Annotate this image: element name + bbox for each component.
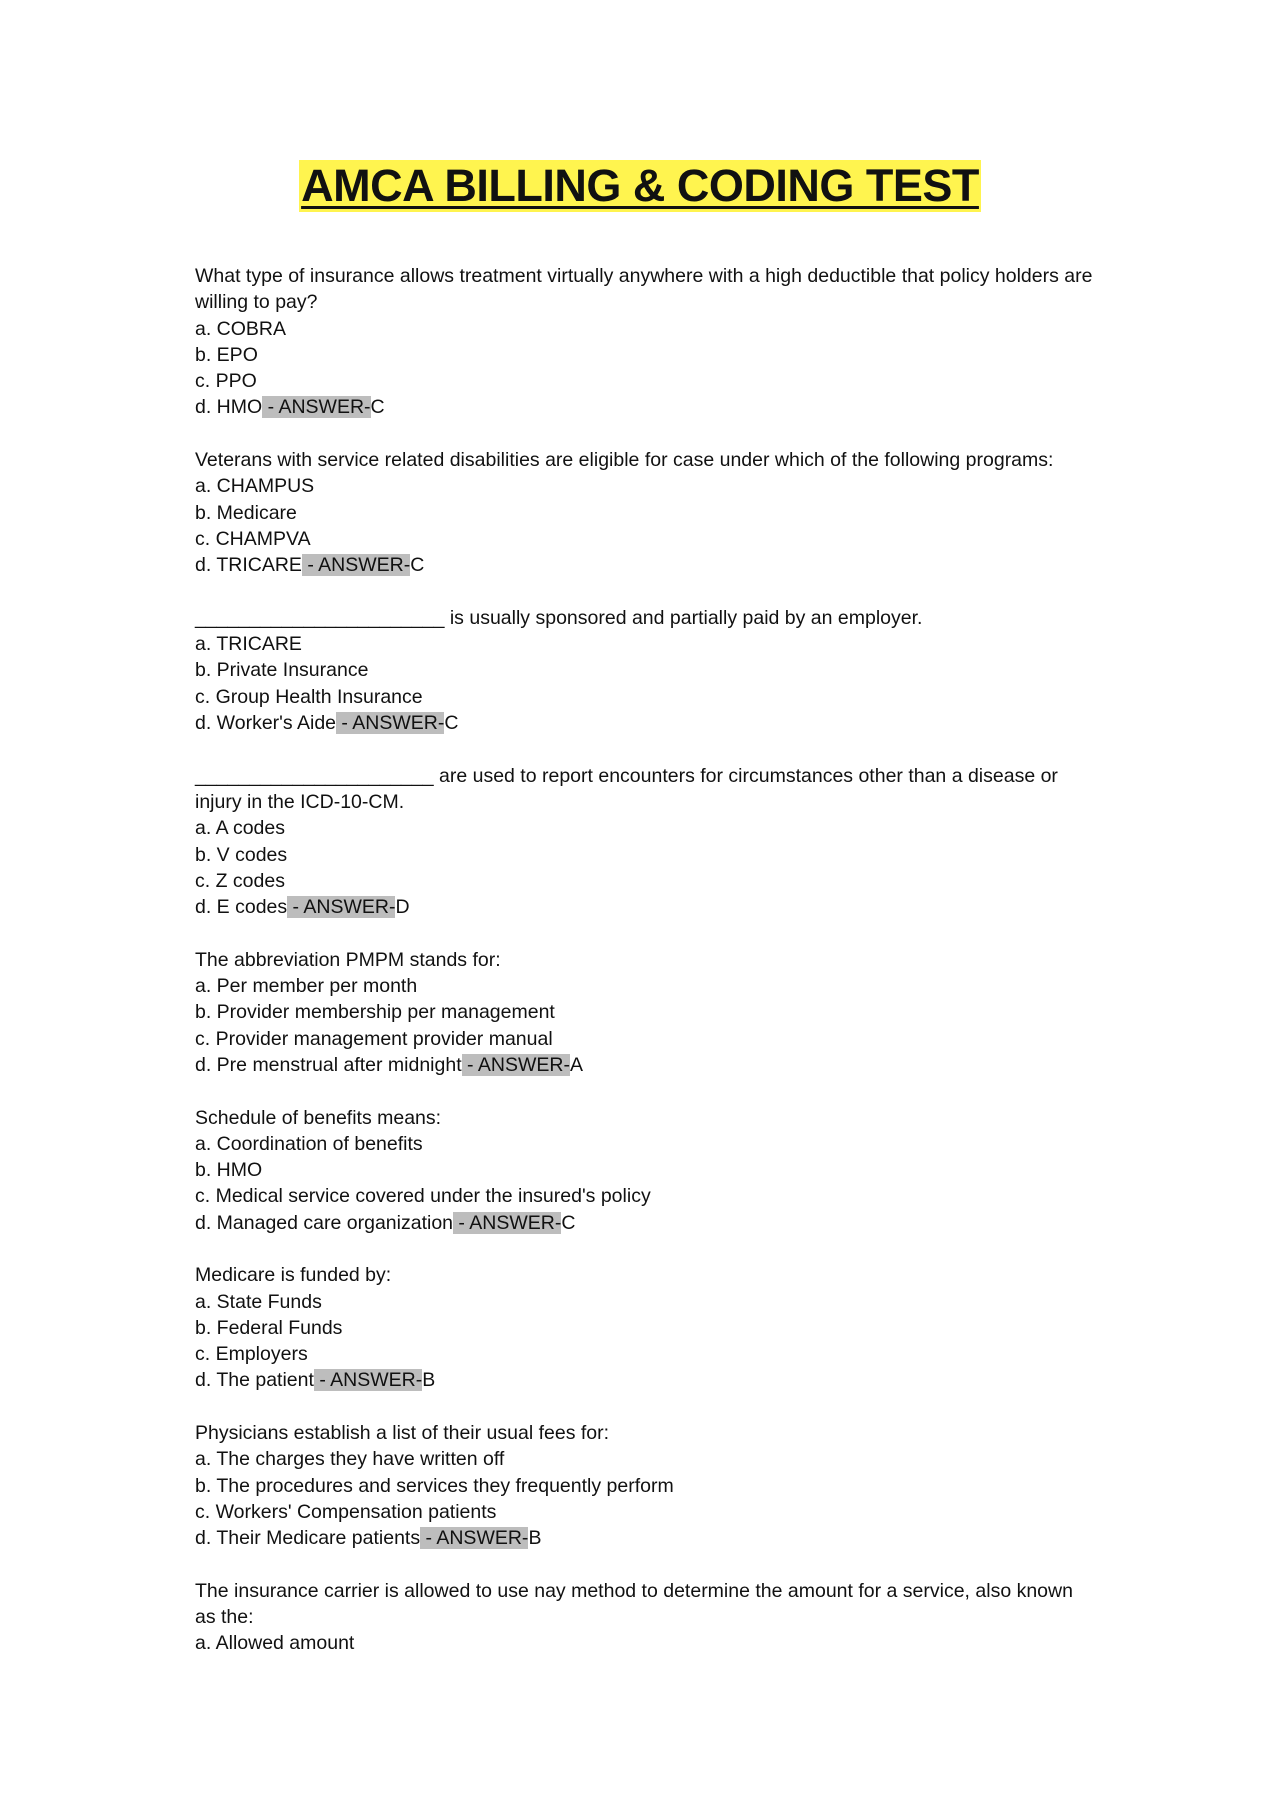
option-text: d. Their Medicare patients: [195, 1527, 421, 1550]
question-text: Medicare is funded by:: [195, 1264, 392, 1287]
answer-option: a. Allowed amount: [195, 1632, 355, 1655]
answer-option: c. Provider management provider manual: [195, 1027, 553, 1050]
answer-option: c. Group Health Insurance: [195, 685, 423, 708]
question-text: Schedule of benefits means:: [195, 1106, 442, 1129]
answer-tag: - ANSWER-: [453, 1211, 562, 1234]
answer-option: b. Medicare: [195, 501, 297, 524]
answer-option-last: [195, 1525, 1095, 1551]
answer-tag: - ANSWER-: [262, 396, 371, 419]
option-text: d. E codes: [195, 896, 288, 919]
answer-option: b. HMO: [195, 1159, 263, 1182]
question-text: What type of insurance allows treatment virtually anywhere with a high deductible that policy holders are willing to pay?: [195, 265, 1098, 314]
option-text: d. Managed care organization: [195, 1211, 454, 1234]
option-text: d. Pre menstrual after midnight: [195, 1053, 462, 1076]
option-text: d. The patient: [195, 1369, 314, 1392]
answer-option: b. Private Insurance: [195, 659, 369, 682]
answer-option: c. CHAMPVA: [195, 527, 311, 550]
answer-option: b. The procedures and services they frequently perform: [195, 1474, 674, 1497]
question-text: _______________________ is usually sponsored and partially paid by an employer.: [195, 606, 923, 629]
correct-answer: C: [561, 1211, 576, 1234]
answer-option: c. Employers: [195, 1343, 308, 1366]
answer-tag: - ANSWER-: [287, 896, 396, 919]
question-item: [195, 1420, 1095, 1551]
answer-tag: - ANSWER-: [301, 554, 411, 577]
answer-option: b. Provider membership per management: [195, 1001, 555, 1024]
answer-option: a. A codes: [195, 817, 285, 840]
answer-option: a. The charges they have written off: [195, 1448, 505, 1471]
answer-option-last: [195, 394, 1095, 420]
answer-option: b. V codes: [195, 843, 288, 866]
correct-answer: A: [569, 1053, 583, 1076]
option-text: d. TRICARE: [195, 554, 302, 577]
answer-option: a. COBRA: [195, 317, 287, 340]
answer-option-last: [195, 1210, 1095, 1236]
answer-option: c. PPO: [195, 370, 257, 393]
correct-answer: C: [444, 712, 459, 735]
correct-answer: B: [528, 1527, 542, 1550]
question-text: Physicians establish a list of their usual fees for:: [195, 1422, 610, 1445]
question-item: [195, 447, 1095, 578]
correct-answer: B: [422, 1369, 436, 1392]
question-text: The insurance carrier is allowed to use nay method to determine the amount for a service, also known as the:: [195, 1579, 1079, 1629]
option-text: d. HMO: [195, 396, 263, 419]
question-item: [195, 605, 1095, 736]
answer-option: c. Z codes: [195, 869, 285, 892]
answer-option-last: [195, 552, 1095, 578]
answer-tag: - ANSWER-: [461, 1053, 570, 1076]
title-container: [0, 160, 1280, 212]
correct-answer: D: [395, 896, 410, 919]
correct-answer: C: [410, 554, 425, 577]
question-item: [195, 763, 1095, 921]
question-text: Veterans with service related disabilities are eligible for case under which of the following programs:: [195, 449, 1054, 472]
answer-option: a. Coordination of benefits: [195, 1132, 423, 1155]
question-text: ______________________ are used to report encounters for circumstances other than a disease or injury in the ICD-10-CM.: [195, 764, 1064, 813]
questions-list: [195, 263, 1098, 1683]
answer-option-last: [195, 1367, 1095, 1393]
answer-option: a. State Funds: [195, 1290, 322, 1313]
answer-option-last: [195, 1052, 1095, 1078]
answer-option: b. Federal Funds: [195, 1316, 343, 1339]
question-item: [195, 263, 1098, 421]
answer-option-last: [195, 894, 1095, 920]
question-item: [195, 947, 1095, 1078]
question-item: [195, 1105, 1095, 1236]
answer-option: a. TRICARE: [195, 633, 302, 656]
answer-option: c. Medical service covered under the insured's policy: [195, 1185, 651, 1208]
answer-option-last: [195, 710, 1095, 736]
answer-option: c. Workers' Compensation patients: [195, 1500, 497, 1523]
question-item: [195, 1578, 1095, 1657]
answer-tag: - ANSWER-: [336, 712, 445, 735]
question-text: The abbreviation PMPM stands for:: [195, 948, 501, 971]
answer-tag: - ANSWER-: [420, 1527, 529, 1550]
answer-option: a. Per member per month: [195, 975, 418, 998]
answer-option: b. EPO: [195, 343, 258, 366]
document-title: AMCA BILLING & CODING TEST: [301, 160, 979, 211]
answer-tag: - ANSWER-: [313, 1369, 423, 1392]
option-text: d. Worker's Aide: [195, 712, 337, 735]
correct-answer: C: [370, 396, 385, 419]
question-item: [195, 1262, 1095, 1393]
answer-option: a. CHAMPUS: [195, 475, 315, 498]
